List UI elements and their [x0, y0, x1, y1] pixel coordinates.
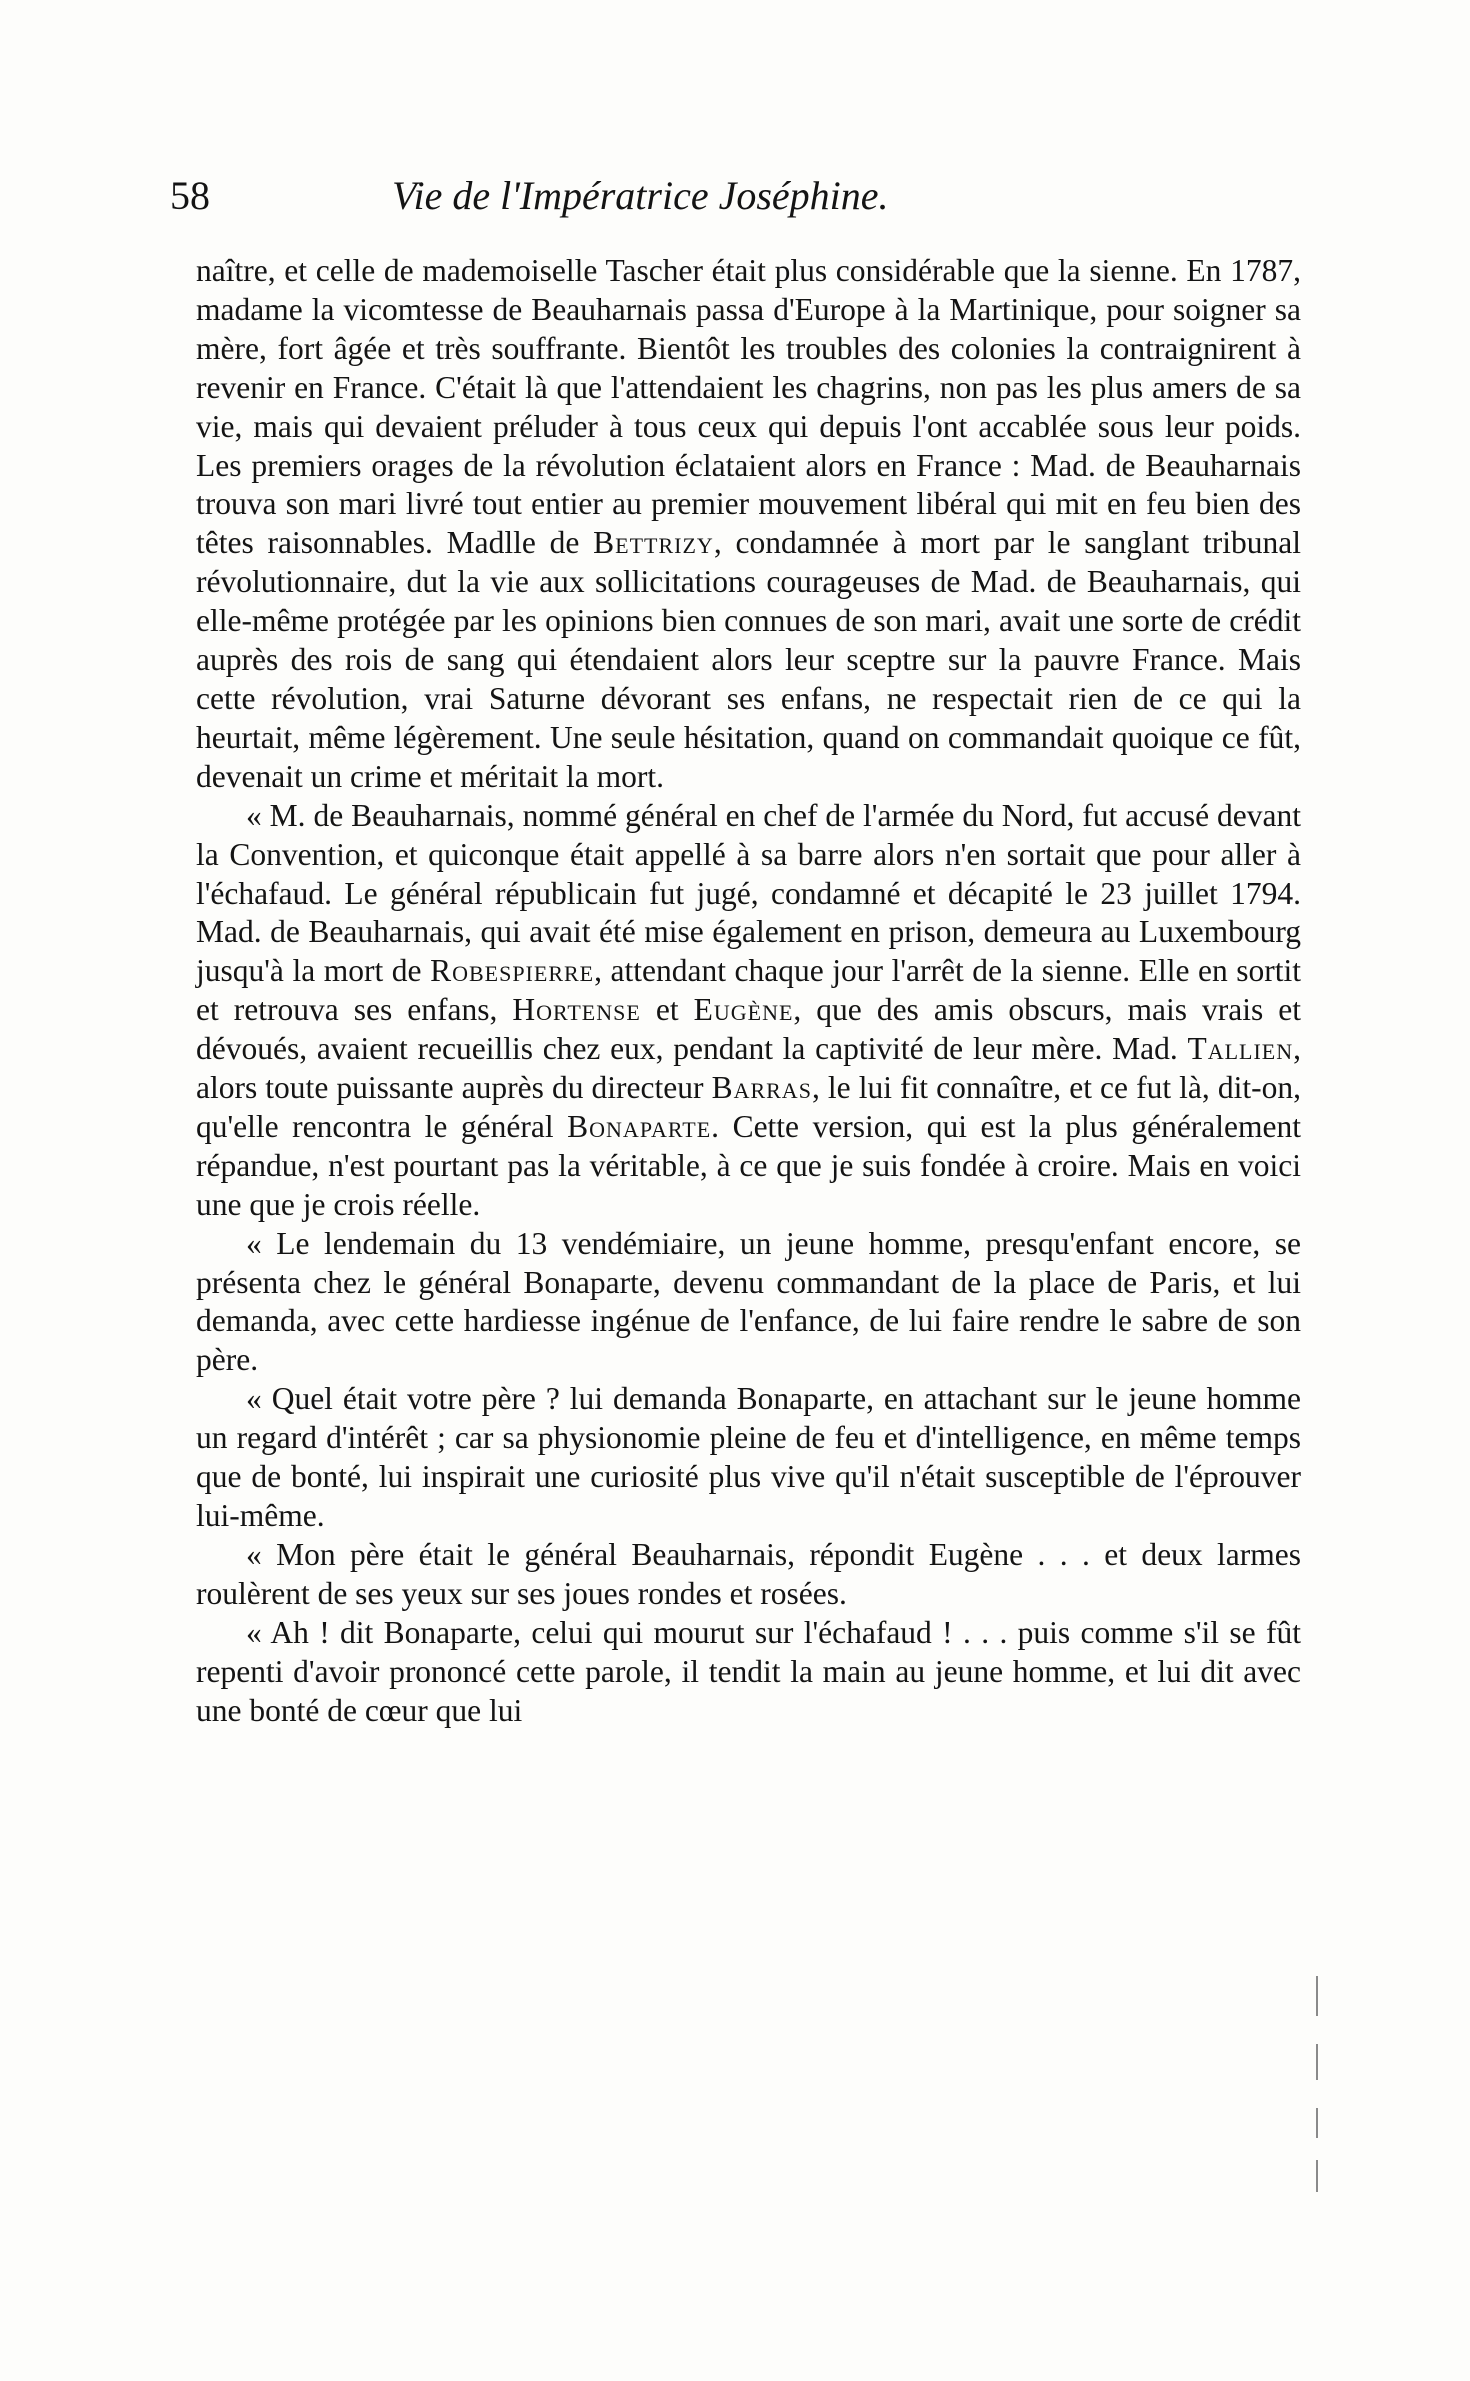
margin-mark	[1316, 2044, 1318, 2080]
margin-mark	[1316, 1976, 1318, 2016]
paragraph	[196, 252, 1301, 797]
margin-mark	[1316, 2160, 1318, 2192]
text-run: « Le lendemain du 13 vendémiaire, un jeune homme, presqu'enfant encore, se présenta chez le général Bonaparte, devenu commandant de la place de Paris, et lui demanda, avec cette hardiesse ingénue de l'enfance, de lui faire rendre le sabre de son père.	[196, 1225, 1301, 1378]
proper-name: Robespierre	[430, 953, 595, 989]
text-run: « M. de Beauharnais, nommé général en chef de l'armée du Nord, fut accusé devant la Convention, et quiconque était appellé à sa barre alors n'en sortait que pour aller à l'échafaud. Le général républicain fut jugé, condamné et décapité le 23 juillet 1794. Mad. de Beauharnais, qui avait été mise également en prison, demeura au Luxembourg jusqu'à la mort de	[196, 797, 1301, 989]
text-run: , que des amis obscurs, mais vrais et dévoués, avaient recueillis chez eux, pendant la captivité de leur mère. Mad.	[196, 992, 1302, 1067]
margin-mark	[1316, 2108, 1318, 2138]
text-run: . Cette version, qui est la plus généralement répandue, n'est pourtant pas la véritable, à ce que je suis fondée à croire. Mais en voici une que je crois réelle.	[196, 1108, 1301, 1222]
page-header	[170, 172, 1320, 232]
proper-name: Hortense	[512, 992, 641, 1028]
paragraph	[196, 1614, 1301, 1731]
proper-name: Bonaparte	[567, 1108, 712, 1144]
paragraph	[196, 1536, 1301, 1614]
text-run: et	[640, 992, 694, 1028]
text-run: , attendant chaque jour l'arrêt de la sienne. Elle en sortit et retrouva ses enfans,	[196, 953, 1302, 1028]
text-run: , alors toute puissante auprès du directeur	[196, 1031, 1301, 1106]
text-run: , le lui fit connaître, et ce fut là, dit-on, qu'elle rencontra le général	[196, 1070, 1301, 1144]
proper-name: Barras	[711, 1070, 812, 1106]
paragraph	[196, 1380, 1301, 1536]
running-title: Vie de l'Impératrice Joséphine.	[392, 173, 889, 218]
body-text	[196, 252, 1301, 1730]
text-run: , condamnée à mort par le sanglant tribunal révolutionnaire, dut la vie aux sollicitations courageuses de Mad. de Beauharnais, qui elle-même protégée par les opinions bien connues de son mari, avait une sorte de crédit auprès des rois de sang qui étendaient alors leur sceptre sur la pauvre France. Mais cette révolution, vrai Saturne dévorant ses enfans, ne respectait rien de ce qui la heurtait, même légèrement. Une seule hésitation, quand on commandait quoique ce fût, devenait un crime et méritait la mort.	[196, 525, 1301, 794]
text-run: « Quel était votre père ? lui demanda Bonaparte, en attachant sur le jeune homme un regard d'intérêt ; car sa physionomie pleine de feu et d'intelligence, en même temps que de bonté, lui inspirait une curiosité plus vive qu'il n'était susceptible de l'éprouver lui-même.	[196, 1381, 1301, 1533]
proper-name: Tallien	[1187, 1031, 1294, 1067]
proper-name: Eugène	[693, 992, 794, 1028]
text-run: « Ah ! dit Bonaparte, celui qui mourut sur l'échafaud ! . . . puis comme s'il se fût repenti d'avoir prononcé cette parole, il tendit la main au jeune homme, et lui dit avec une bonté de cœur que lui	[196, 1614, 1301, 1728]
paragraph	[196, 797, 1301, 1225]
page-number: 58	[170, 173, 210, 218]
text-run: naître, et celle de mademoiselle Tascher était plus considérable que la sienne. En 1787, madame la vicomtesse de Beauharnais passa d'Europe à la Martinique, pour soigner sa mère, fort âgée et très souffrante. Bientôt les troubles des colonies la contraignirent à revenir en France. C'était là que l'attendaient les chagrins, non pas les plus amers de sa vie, mais qui devaient préluder à tous ceux qui depuis l'ont accablée sous leur poids. Les premiers orages de la révolution éclataient alors en France : Mad. de Beauharnais trouva son mari livré tout entier au premier mouvement libéral qui mit en feu bien des têtes raisonnables. Madlle de	[196, 253, 1301, 561]
paragraph	[196, 1225, 1301, 1381]
text-run: « Mon père était le général Beauharnais, répondit Eugène . . . et deux larmes roulèrent de ses yeux sur ses joues rondes et rosées.	[196, 1536, 1301, 1611]
proper-name: Bettrizy	[593, 525, 714, 561]
